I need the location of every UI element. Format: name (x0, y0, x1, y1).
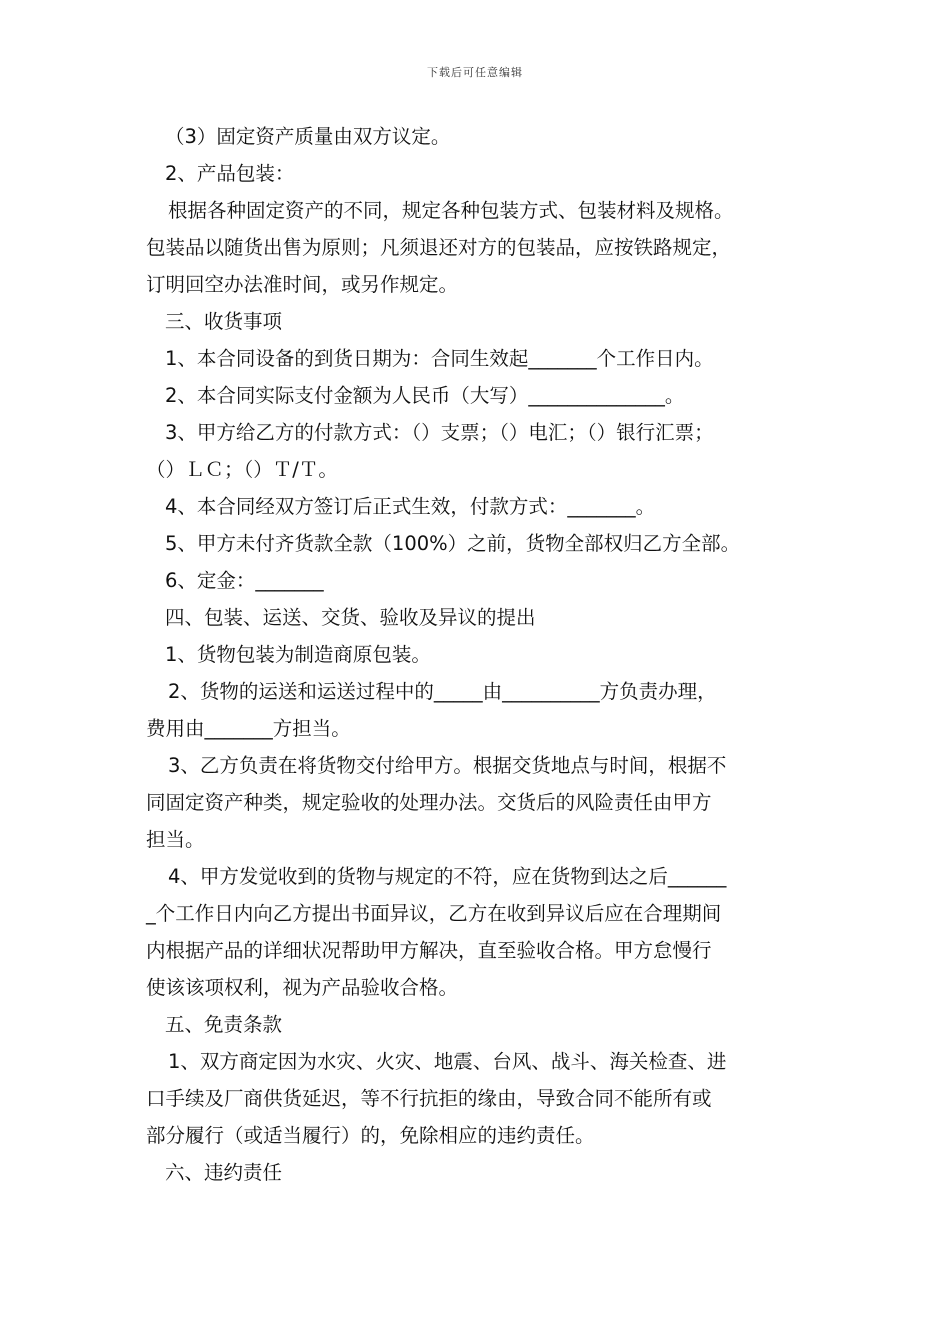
paragraph-p17 (146, 1043, 811, 1154)
paragraph-p14 (146, 747, 811, 858)
paragraph-line: 1、本合同设备的到货日期为：合同生效起_______个工作日内。 (165, 347, 714, 370)
paragraph-line: 同固定资产种类，规定验收的处理办法。交货后的风险责任由甲方 (146, 791, 712, 814)
paragraph-line: 三、收货事项 (165, 310, 283, 333)
paragraph-line: 担当。 (146, 828, 205, 851)
paragraph-line: 四、包装、运送、交货、验收及异议的提出 (165, 606, 536, 629)
paragraph-p15 (146, 858, 811, 1006)
paragraph-line: 3、甲方给乙方的付款方式：（）支票；（）电汇；（）银行汇票； (165, 421, 714, 444)
paragraph-line: 根据各种固定资产的不同，规定各种包装方式、包装材料及规格。 (168, 199, 734, 222)
paragraph-p9 (146, 525, 811, 562)
paragraph-line: 口手续及厂商供货延迟，等不行抗拒的缘由，导致合同不能所有或 (146, 1087, 712, 1110)
paragraph-p11 (146, 599, 811, 636)
paragraph-p4 (146, 303, 811, 340)
paragraph-p18 (146, 1154, 811, 1191)
page-header: 下载后可任意编辑 (427, 66, 523, 79)
paragraph-line: 内根据产品的详细状况帮助甲方解决，直至验收合格。甲方怠慢行 (146, 939, 712, 962)
paragraph-p7 (146, 414, 811, 488)
paragraph-line: 4、本合同经双方签订后正式生效，付款方式：_______。 (165, 495, 656, 518)
paragraph-line: _个工作日内向乙方提出书面异议，乙方在收到异议后应在合理期间 (146, 902, 722, 925)
paragraph-line: 包装品以随货出售为原则；凡须退还对方的包装品，应按铁路规定， (146, 236, 732, 259)
paragraph-line: 3、乙方负责在将货物交付给甲方。根据交货地点与时间，根据不 (168, 754, 727, 777)
paragraph-line: 4、甲方发觉收到的货物与规定的不符，应在货物到达之后______ (168, 865, 727, 888)
paragraph-line: 2、货物的运送和运送过程中的_____由__________方负责办理， (168, 680, 717, 703)
paragraph-p3 (146, 192, 811, 303)
paragraph-p5 (146, 340, 811, 377)
document-body (146, 118, 811, 1191)
paragraph-p1 (146, 118, 811, 155)
paragraph-line: 六、违约责任 (165, 1161, 283, 1184)
paragraph-p12 (146, 636, 811, 673)
paragraph-p6 (146, 377, 811, 414)
paragraph-p8 (146, 488, 811, 525)
paragraph-line: 2、产品包装： (165, 162, 295, 185)
paragraph-p10 (146, 562, 811, 599)
paragraph-line: 1、货物包装为制造商原包装。 (165, 643, 431, 666)
paragraph-line: （3）固定资产质量由双方议定。 (165, 125, 451, 148)
paragraph-line: （）ＬＣ；（）Ｔ/Ｔ。 (146, 458, 338, 481)
paragraph-line: 部分履行（或适当履行）的，免除相应的违约责任。 (146, 1124, 595, 1147)
paragraph-line: 五、免责条款 (165, 1013, 283, 1036)
paragraph-line: 6、定金：_______ (165, 569, 324, 592)
paragraph-p2 (146, 155, 811, 192)
paragraph-line: 使该该项权利，视为产品验收合格。 (146, 976, 459, 999)
paragraph-line: 费用由_______方担当。 (146, 717, 351, 740)
paragraph-p13 (146, 673, 811, 747)
paragraph-line: 5、甲方未付齐货款全款（100%）之前，货物全部权归乙方全部。 (165, 532, 741, 555)
paragraph-line: 2、本合同实际支付金额为人民币（大写）______________。 (165, 384, 685, 407)
paragraph-p16 (146, 1006, 811, 1043)
paragraph-line: 订明回空办法准时间，或另作规定。 (146, 273, 459, 296)
paragraph-line: 1、双方商定因为水灾、火灾、地震、台风、战斗、海关检查、进 (168, 1050, 727, 1073)
